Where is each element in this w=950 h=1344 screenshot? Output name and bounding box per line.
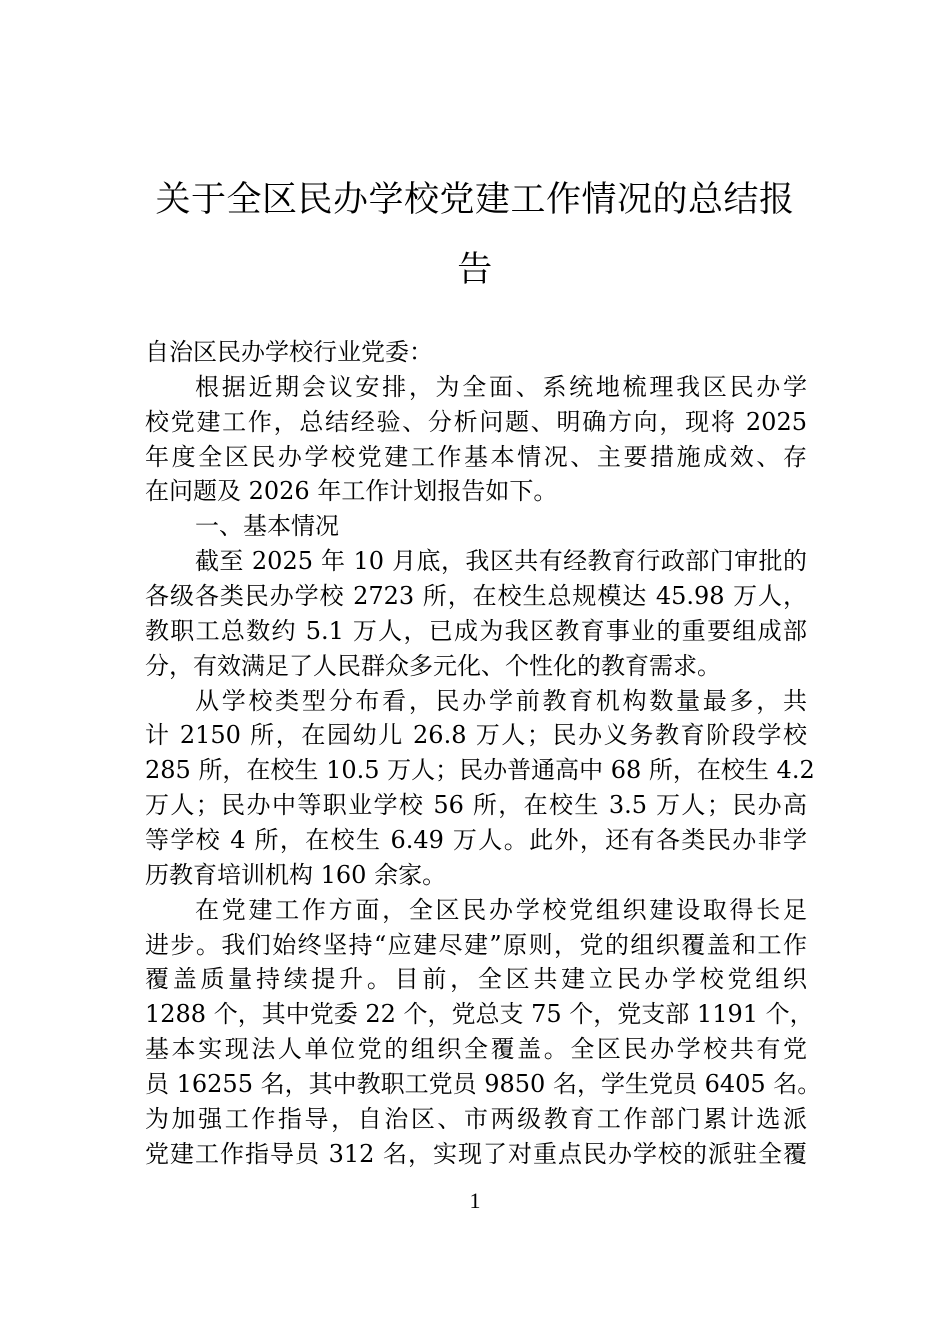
salutation: 自治区民办学校行业党委： bbox=[145, 338, 433, 366]
paragraph-line: 覆盖质量持续提升。目前，全区共建立民办学校党组织 bbox=[145, 965, 807, 994]
paragraph-line: 基本实现法人单位党的组织全覆盖。全区民办学校共有党 bbox=[145, 1035, 807, 1064]
paragraph-line: 万人；民办中等职业学校 56 所，在校生 3.5 万人；民办高 bbox=[145, 791, 807, 820]
paragraph-line: 历教育培训机构 160 余家。 bbox=[145, 860, 447, 889]
paragraph-line: 为加强工作指导，自治区、市两级教育工作部门累计选派 bbox=[145, 1104, 807, 1133]
paragraph-line: 员 16255 名，其中教职工党员 9850 名，学生党员 6405 名。 bbox=[145, 1070, 822, 1099]
paragraph-line: 校党建工作，总结经验、分析问题、明确方向，现将 2025 bbox=[145, 407, 807, 436]
page-number: 1 bbox=[469, 1188, 481, 1213]
document-body bbox=[145, 335, 822, 1172]
paragraph-line: 在党建工作方面，全区民办学校党组织建设取得长足 bbox=[195, 895, 807, 924]
paragraph-line: 各级各类民办学校 2723 所，在校生总规模达 45.98 万人， bbox=[145, 582, 807, 611]
paragraph-line: 在问题及 2026 年工作计划报告如下。 bbox=[145, 477, 558, 506]
paragraph-line: 计 2150 所，在园幼儿 26.8 万人；民办义务教育阶段学校 bbox=[145, 721, 807, 750]
paragraph-line: 截至 2025 年 10 月底，我区共有经教育行政部门审批的 bbox=[195, 547, 807, 576]
section-heading: 一、基本情况 bbox=[195, 512, 339, 541]
paragraph-line: 根据近期会议安排，为全面、系统地梳理我区民办学 bbox=[195, 372, 807, 401]
paragraph-line: 教职工总数约 5.1 万人，已成为我区教育事业的重要组成部 bbox=[145, 616, 807, 645]
document-title-line-1: 关于全区民办学校党建工作情况的总结报 bbox=[155, 180, 795, 220]
paragraph-line: 285 所，在校生 10.5 万人；民办普通高中 68 所，在校生 4.2 bbox=[145, 756, 815, 785]
paragraph-line: 党建工作指导员 312 名，实现了对重点民办学校的派驻全覆 bbox=[145, 1139, 807, 1168]
paragraph-line: 分，有效满足了人民群众多元化、个性化的教育需求。 bbox=[145, 651, 721, 680]
paragraph-line: 从学校类型分布看，民办学前教育机构数量最多，共 bbox=[195, 686, 807, 715]
paragraph-line: 等学校 4 所，在校生 6.49 万人。此外，还有各类民办非学 bbox=[145, 826, 807, 855]
paragraph-line: 年度全区民办学校党建工作基本情况、主要措施成效、存 bbox=[145, 442, 807, 471]
document-title-line-2: 告 bbox=[457, 250, 493, 290]
paragraph-line: 1288 个，其中党委 22 个，党总支 75 个，党支部 1191 个， bbox=[145, 1000, 814, 1029]
paragraph-line: 进步。我们始终坚持“应建尽建”原则，党的组织覆盖和工作 bbox=[145, 930, 807, 959]
